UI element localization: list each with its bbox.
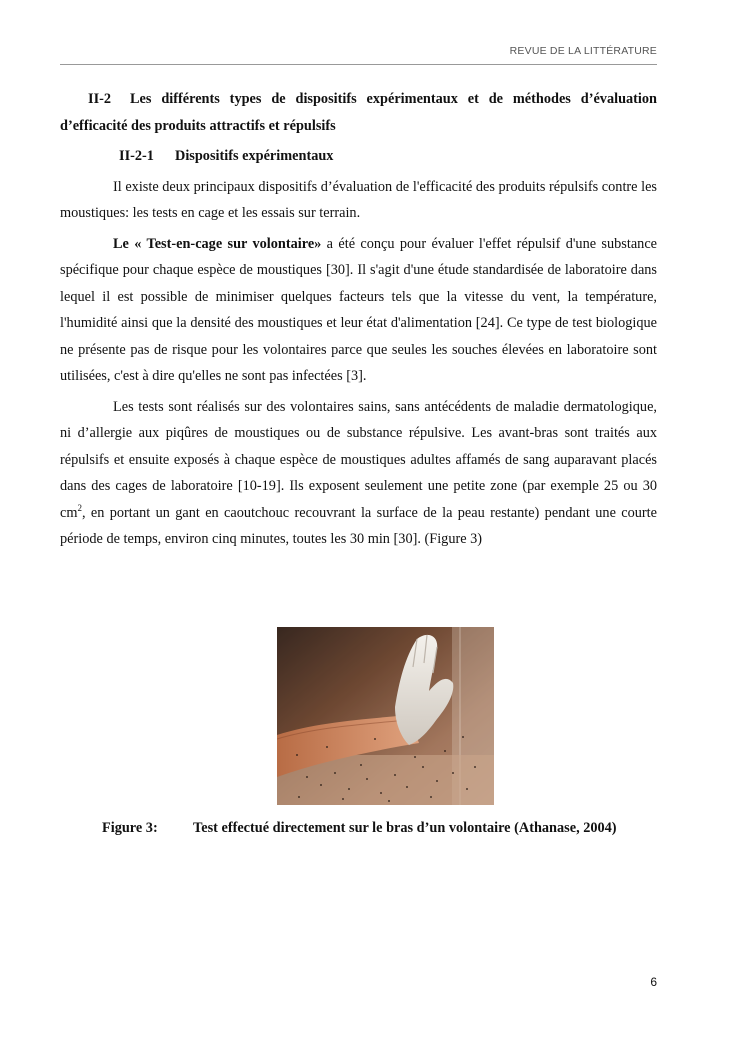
figure-photo-arm-in-cage: [277, 627, 494, 805]
superscript: 2: [77, 502, 82, 513]
subsection-number: II-2-1: [119, 148, 154, 164]
figure-label: Figure 3:: [102, 820, 158, 836]
photo-illustration: [277, 627, 494, 805]
paragraph-3-text-b: , en portant un gant en caoutchouc recouvrant la surface de la peau restante) pendant une courte période de temps, environ cinq minutes, toutes les 30 min [30]. (Figure 3): [60, 504, 657, 547]
paragraph-3-text-a: Les tests sont réalisés sur des volontaires sains, sans antécédents de maladie dermatologique, ni d’allergie aux piqûres de moustiques ou de substance répulsive. Les avant-bras sont traités aux répulsifs et ensuite exposés à chaque espèce de moustiques adultes affamés de sang auparavant placés dans des cages de laboratoire [10-19]. Ils exposent seulement une petite zone (par exemple 25 ou 30 cm: [60, 398, 657, 521]
page-number: 6: [650, 975, 657, 989]
test-name-bold: Le « Test-en-cage sur volontaire»: [113, 235, 322, 252]
paragraph-2: [60, 231, 657, 390]
paragraph-3: [60, 394, 657, 553]
figure-caption-text: Test effectué directement sur le bras d’un volontaire (Athanase, 2004): [193, 820, 617, 836]
paragraph-2-text: a été conçu pour évaluer l'effet répulsif d'une substance spécifique pour chaque espèce de moustiques [30]. Il s'agit d'une étude standardisée de laboratoire dans lequel il est possible de minimiser quelques facteurs tels que la vitesse du vent, la température, l'humidité ainsi que la densité des moustiques et leur état d'alimentation [24]. Ce type de test biologique ne présente pas de risque pour les volontaires parce que seules les souches élevées en laboratoire sont utilisées, c'est à dire qu'elles ne sont pas infectées [3].: [60, 235, 658, 384]
header-divider: [60, 64, 657, 65]
section-heading: [60, 86, 657, 139]
paragraph-1: Il existe deux principaux dispositifs d’évaluation de l'efficacité des produits répulsifs contre les moustiques: les tests en cage et les essais sur terrain.: [60, 178, 657, 221]
subsection-heading: [119, 143, 657, 170]
running-header: REVUE DE LA LITTÉRATURE: [509, 45, 657, 57]
figure-caption: [102, 820, 702, 837]
section-number: II-2: [88, 91, 112, 107]
subsection-title: Dispositifs expérimentaux: [175, 148, 334, 164]
section-title: Les différents types de dispositifs expérimentaux et de méthodes d’évaluation d’efficacité des produits attractifs et répulsifs: [60, 91, 657, 134]
body-content: [60, 86, 657, 557]
